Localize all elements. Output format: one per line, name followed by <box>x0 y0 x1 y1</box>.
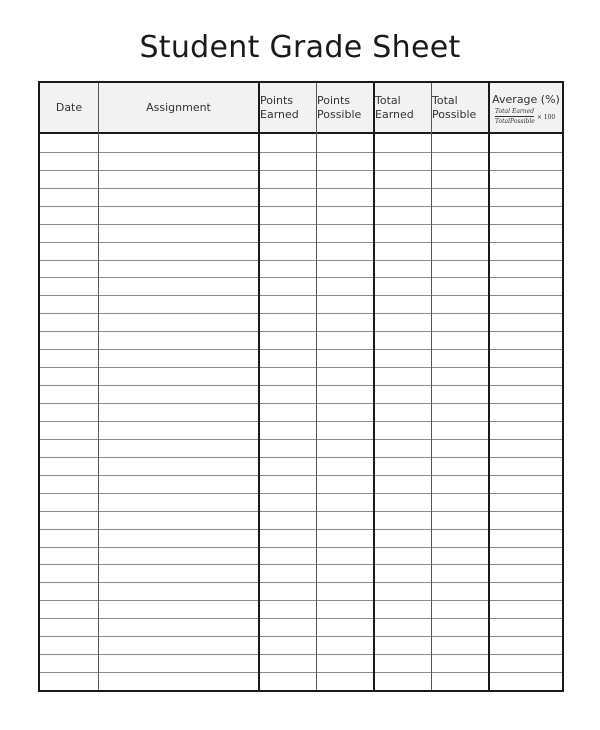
row-divider <box>40 277 562 278</box>
row-divider <box>40 600 562 601</box>
table-row <box>40 421 562 439</box>
table-row <box>40 188 562 206</box>
row-divider <box>40 547 562 548</box>
table-row <box>40 313 562 331</box>
column-divider <box>431 83 432 690</box>
row-divider <box>40 224 562 225</box>
table-row <box>40 295 562 313</box>
table-row <box>40 493 562 511</box>
header-assignment: Assignment <box>146 100 211 114</box>
table-row <box>40 224 562 242</box>
table-row <box>40 349 562 367</box>
row-divider <box>40 475 562 476</box>
column-divider <box>316 83 317 690</box>
row-divider <box>40 618 562 619</box>
table-row <box>40 260 562 278</box>
header-total-earned <box>375 83 431 132</box>
table-row <box>40 242 562 260</box>
header-average <box>490 83 562 132</box>
header-points-earned-line1: Points <box>260 94 294 107</box>
row-divider <box>40 313 562 314</box>
header-average-label: Average (%) <box>492 93 560 106</box>
table-row <box>40 672 562 690</box>
row-divider <box>40 439 562 440</box>
average-formula <box>495 108 562 126</box>
row-divider <box>40 582 562 583</box>
row-divider <box>40 242 562 243</box>
table-row <box>40 636 562 654</box>
column-divider <box>258 83 260 690</box>
table-row <box>40 439 562 457</box>
grade-table <box>38 81 564 692</box>
header-total-possible-line1: Total <box>432 94 458 107</box>
table-row <box>40 654 562 672</box>
table-row <box>40 367 562 385</box>
table-row <box>40 582 562 600</box>
table-row <box>40 277 562 295</box>
header-total-possible <box>432 83 488 132</box>
table-row <box>40 564 562 582</box>
row-divider <box>40 457 562 458</box>
header-points-possible-line2: Possible <box>317 108 362 121</box>
row-divider <box>40 260 562 261</box>
formula-numerator: Total Earned <box>495 108 535 115</box>
row-divider <box>40 493 562 494</box>
row-divider <box>40 636 562 637</box>
header-total-earned-line2: Earned <box>375 108 414 121</box>
row-divider <box>40 529 562 530</box>
table-row <box>40 403 562 421</box>
table-row <box>40 511 562 529</box>
row-divider <box>40 564 562 565</box>
table-row <box>40 600 562 618</box>
column-divider <box>488 83 490 690</box>
row-divider <box>40 349 562 350</box>
table-row <box>40 152 562 170</box>
row-divider <box>40 367 562 368</box>
row-divider <box>40 152 562 153</box>
table-row <box>40 457 562 475</box>
table-row <box>40 331 562 349</box>
table-row <box>40 547 562 565</box>
table-row <box>40 529 562 547</box>
formula-denominator: TotalPossible <box>495 118 535 125</box>
row-divider <box>40 206 562 207</box>
table-row <box>40 618 562 636</box>
header-points-possible <box>317 83 373 132</box>
table-row <box>40 134 562 152</box>
header-points-earned <box>260 83 316 132</box>
page-title: Student Grade Sheet <box>139 30 461 65</box>
table-row <box>40 475 562 493</box>
row-divider <box>40 511 562 512</box>
row-divider <box>40 403 562 404</box>
table-row <box>40 170 562 188</box>
table-body <box>40 134 562 690</box>
row-divider <box>40 331 562 332</box>
row-divider <box>40 170 562 171</box>
formula-fraction <box>495 108 535 126</box>
row-divider <box>40 188 562 189</box>
table-row <box>40 385 562 403</box>
header-total-earned-line1: Total <box>375 94 401 107</box>
formula-multiplier: × 100 <box>536 113 556 121</box>
header-date: Date <box>55 100 83 114</box>
header-points-earned-line2: Earned <box>260 108 299 121</box>
table-header-row <box>40 83 562 134</box>
header-points-possible-line1: Points <box>317 94 351 107</box>
row-divider <box>40 295 562 296</box>
column-divider <box>373 83 375 690</box>
header-total-possible-line2: Possible <box>432 108 477 121</box>
row-divider <box>40 385 562 386</box>
row-divider <box>40 421 562 422</box>
column-divider <box>98 83 99 690</box>
row-divider <box>40 654 562 655</box>
row-divider <box>40 672 562 673</box>
table-row <box>40 206 562 224</box>
